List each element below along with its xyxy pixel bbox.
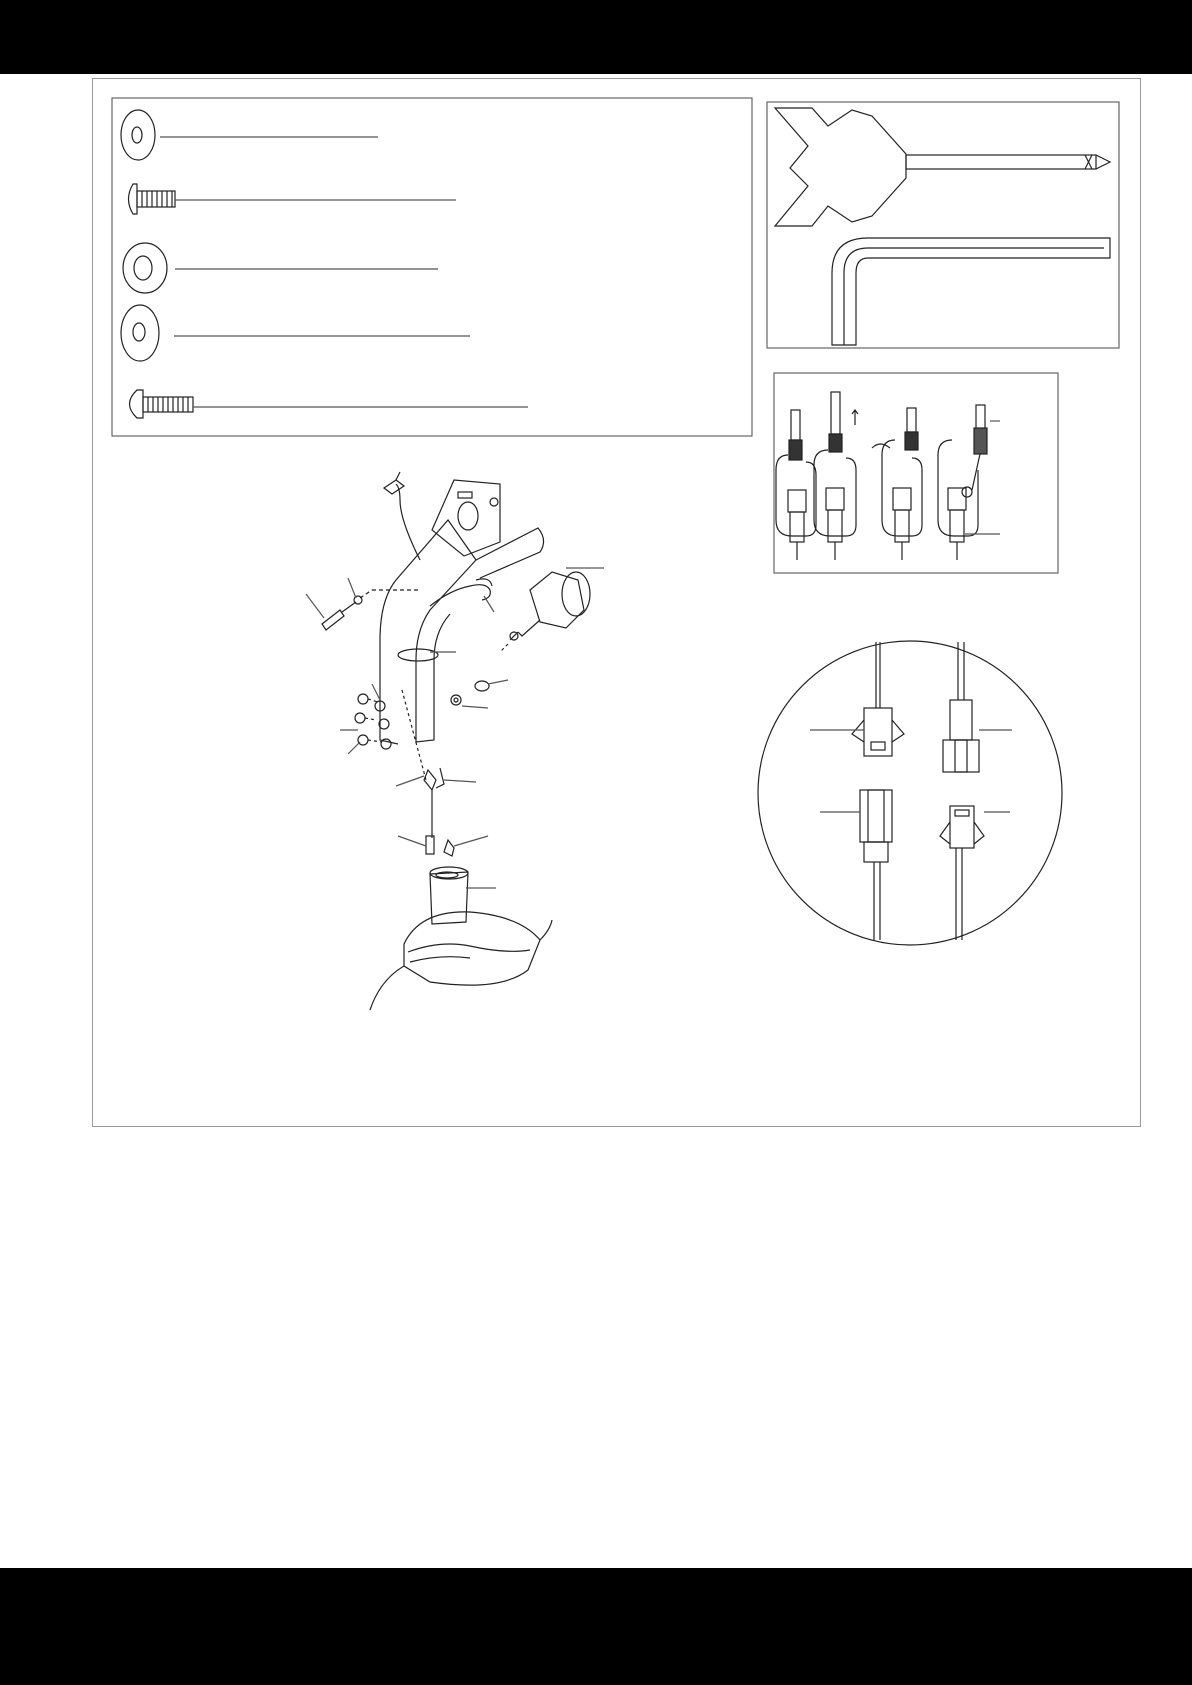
allen-key-icon (832, 238, 1110, 345)
combination-wrench-screwdriver-icon (775, 108, 1110, 226)
oval-washer-icon (121, 110, 378, 160)
connector-detail-circle (758, 641, 1062, 945)
footer-band (0, 1568, 1192, 1685)
cable-connection-panel (774, 373, 1058, 573)
button-head-bolt-short-icon (129, 184, 457, 214)
tools-panel (767, 102, 1119, 348)
console-mast-exploded-view-icon (306, 472, 604, 1010)
hardware-panel (112, 98, 752, 436)
button-head-bolt-long-icon (130, 390, 529, 418)
cable-connector-steps-icon (776, 392, 1000, 560)
flat-washer-icon (123, 243, 438, 293)
connector-detail-circle-icon (810, 642, 1012, 940)
curved-washer-icon (121, 305, 470, 361)
